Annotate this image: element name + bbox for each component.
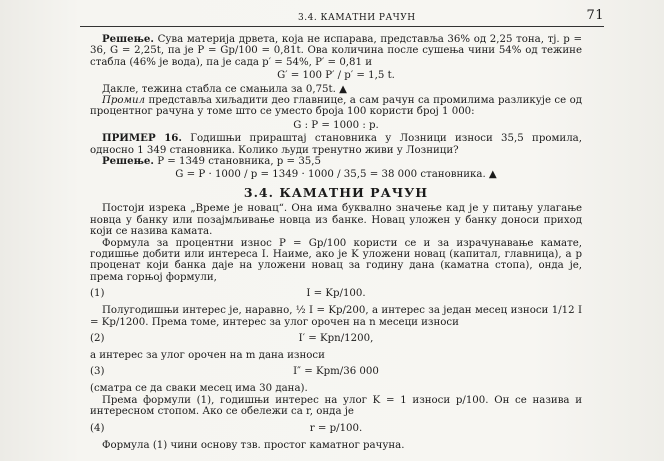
interest-formula-text: Формула за процентни износ P = Gp/100 користи се и за израчунавање камате, годишње добити или интереса I. Наиме, ако је K уложени новац (капитал, главница), а p проценат који банка даје на уложени новац за годину дана (каматна стопа), онда је, према горњој формули, — [90, 237, 582, 283]
example-text: Годишњи прираштај становника у Лозници износи 35,5 промила, односно 1 349 становника. Колико људи тренутно живи у Лозници? — [90, 133, 582, 156]
equation-4-expression: r = p/100. — [309, 422, 363, 434]
example-solution-text: P = 1349 становника, p = 35,5 — [157, 156, 322, 168]
equation-population: G = P · 1000 / p = 1349 · 1000 / 35,5 = 38 000 становника. ▲ — [175, 169, 497, 181]
equation-1 — [90, 284, 582, 304]
equation-g-prime: G′ = 100 P′ / p′ = 1,5 t. — [277, 70, 395, 82]
example-16-solution — [90, 156, 582, 167]
simple-interest-conclusion: Формула (1) чини основу тзв. простог каматног рачуна. — [102, 439, 405, 451]
interest-rate-text: Према формули (1), годишњи интерес на улог K = 1 износи p/100. Он се назива и интересном стопом. Ако се обележи са r, онда је — [90, 394, 582, 418]
running-head: 3.4. КАМАТНИ РАЧУН — [298, 13, 416, 23]
daily-interest-text: а интерес за улог орочен на m дана износи — [90, 349, 325, 361]
interest-intro: Постоји изрека „Време је новац“. Она има буквално значење кад је у питању улагање новца у банку или позајмљивање новца из банке. Новац уложен у банку доноси приход који се назива камата. — [90, 203, 582, 238]
solution-conclusion: Дакле, тежина стабла се смањила за 0,75t. ▲ — [102, 83, 347, 95]
equation-1-expression: I = Kp/100. — [306, 288, 366, 300]
example-solution-label: Решење. — [102, 155, 154, 168]
page-number: 71 — [586, 8, 604, 23]
promil-note — [90, 95, 582, 118]
solution-paragraph — [90, 34, 582, 68]
solution-text: Сува материја дрвета, која не испарава, представља 36% од 2,25 тона, тј. p = 36, G = 2,25t, па је P = Gp/100 = 0,81t. Ова количина после сушења чини 54% од тежине стабла (46% је вода), па је сада p′ = 54%, P′ = 0,81 и — [90, 34, 582, 68]
page-header — [80, 8, 604, 27]
solution-label: Решење. — [102, 33, 154, 45]
equation-3 — [90, 362, 582, 382]
equation-1-number: (1) — [90, 288, 105, 300]
equation-2-expression: I′ = Kpn/1200, — [298, 332, 374, 344]
semiannual-interest-text: Полугодишњи интерес је, наравно, ½ I = Kp/200, а интерес за један месец износи 1/12 I = Kp/1200. Према томе, интерес за улог орочен на n месеци износи — [90, 305, 582, 328]
page-body — [90, 34, 582, 451]
equation-3-expression: I″ = Kpm/36 000 — [293, 366, 379, 378]
example-label: ПРИМЕР 16. — [102, 132, 182, 145]
section-heading: 3.4. КАМАТНИ РАЧУН — [243, 184, 429, 200]
equation-4-number: (4) — [90, 422, 105, 434]
month-days-note: (сматра се да сваки месец има 30 дана). — [90, 383, 308, 395]
equation-3-number: (3) — [90, 366, 105, 378]
example-16 — [90, 133, 582, 156]
equation-2-number: (2) — [90, 332, 105, 344]
equation-4 — [90, 419, 582, 439]
equation-2 — [90, 329, 582, 349]
equation-promil: G : P = 1000 : p. — [293, 119, 379, 131]
promil-term: Промил — [102, 95, 146, 107]
promil-text: представља хиљадити део главнице, а сам рачун са промилима разликује се од процентног рачуна у томе што се уместо броја 100 користи број 1 000: — [90, 95, 582, 118]
